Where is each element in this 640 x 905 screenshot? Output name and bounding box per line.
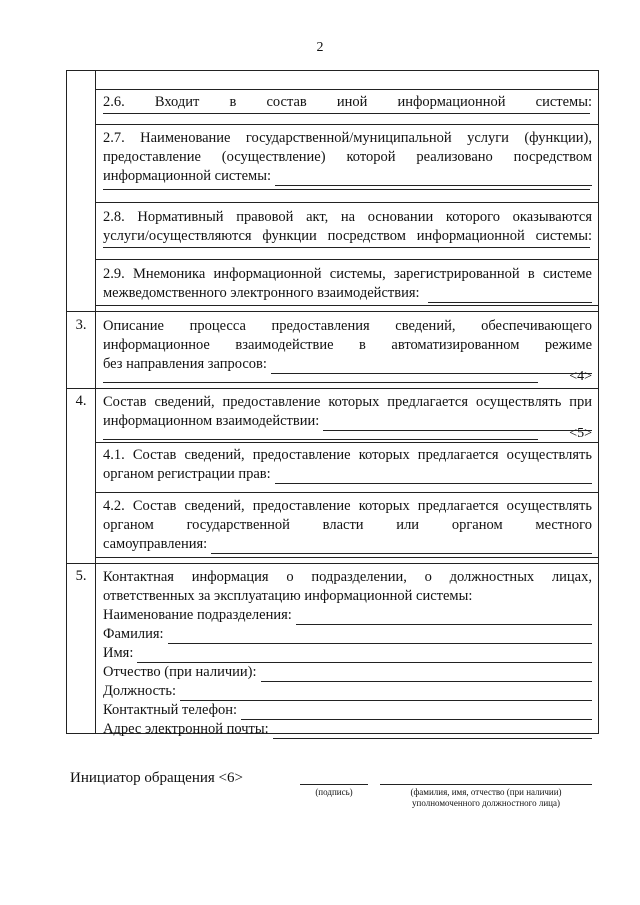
name-caption bbox=[376, 787, 596, 809]
row-2-7-input[interactable] bbox=[275, 171, 592, 186]
row-divider bbox=[95, 259, 598, 260]
surname-input[interactable] bbox=[168, 629, 592, 644]
field-surname: Фамилия: bbox=[103, 625, 592, 644]
name-line[interactable] bbox=[380, 784, 592, 785]
row-4-1-line2: органом регистрации прав: bbox=[103, 465, 592, 484]
row-2-9-line1: 2.9. Мнемоника информационной системы, зарегистрированной в системе bbox=[103, 266, 592, 282]
name-caption-line2: уполномоченного должностного лица) bbox=[412, 798, 560, 808]
row-4-2 bbox=[103, 497, 592, 554]
row-3 bbox=[103, 317, 592, 374]
signature-caption: (подпись) bbox=[315, 787, 353, 797]
section-divider bbox=[67, 563, 598, 564]
row-2-9 bbox=[103, 265, 592, 303]
row-2-8-input-line[interactable] bbox=[103, 247, 590, 248]
row-3-line2: информационное взаимодействие в автоматизированном режиме bbox=[103, 337, 592, 353]
row-5-line1: Контактная информация о подразделении, о должностных лицах, bbox=[103, 569, 592, 585]
page-number: 2 bbox=[316, 40, 324, 55]
patronymic-input[interactable] bbox=[261, 667, 592, 682]
row-4-footnote-ref: <5> bbox=[569, 426, 592, 441]
row-2-7-line1: 2.7. Наименование государственной/муниципальной услуги (функции), bbox=[103, 130, 592, 146]
row-3-input-line[interactable] bbox=[103, 382, 538, 383]
name-input[interactable] bbox=[137, 648, 592, 663]
row-2-7-input-line[interactable] bbox=[103, 189, 590, 190]
email-input[interactable] bbox=[273, 724, 592, 739]
row-4-2-line3: самоуправления: bbox=[103, 535, 592, 554]
field-phone: Контактный телефон: bbox=[103, 701, 592, 720]
section-divider bbox=[67, 311, 598, 312]
position-input[interactable] bbox=[180, 686, 592, 701]
row-divider bbox=[95, 442, 598, 443]
field-department: Наименование подразделения: bbox=[103, 606, 592, 625]
row-2-7 bbox=[103, 129, 592, 186]
row-3-footnote-ref: <4> bbox=[569, 369, 592, 384]
row-2-8-line2: услуги/осуществляются функции посредством информационной системы: bbox=[103, 228, 592, 244]
department-input[interactable] bbox=[296, 610, 592, 625]
row-divider bbox=[95, 557, 598, 558]
row-2-9-line2: межведомственного электронного взаимодействия: bbox=[103, 284, 592, 303]
row-4-1-line1: 4.1. Состав сведений, предоставление которых предлагается осуществлять bbox=[103, 447, 592, 463]
row-divider bbox=[95, 124, 598, 125]
row-4-2-line1: 4.2. Состав сведений, предоставление которых предлагается осуществлять bbox=[103, 498, 592, 514]
row-4-1-input[interactable] bbox=[275, 469, 592, 484]
row-4-line1: Состав сведений, предоставление которых предлагается осуществлять при bbox=[103, 394, 592, 410]
field-position: Должность: bbox=[103, 682, 592, 701]
row-3-line1: Описание процесса предоставления сведений, обеспечивающего bbox=[103, 318, 592, 334]
field-email: Адрес электронной почты: bbox=[103, 720, 592, 739]
phone-input[interactable] bbox=[241, 705, 592, 720]
row-4-1 bbox=[103, 446, 592, 484]
row-divider bbox=[95, 305, 598, 306]
row-4-2-input[interactable] bbox=[211, 539, 592, 554]
row-divider bbox=[95, 492, 598, 493]
row-5-number: 5. bbox=[75, 568, 87, 584]
row-2-6 bbox=[103, 93, 592, 112]
signature-line[interactable] bbox=[300, 784, 368, 785]
field-patronymic: Отчество (при наличии): bbox=[103, 663, 592, 682]
row-2-8-line1: 2.8. Нормативный правовой акт, на основании которого оказываются bbox=[103, 209, 592, 225]
row-2-6-input-line[interactable] bbox=[103, 113, 590, 114]
row-divider bbox=[95, 89, 598, 90]
row-2-7-line2: предоставление (осуществление) которой реализовано посредством bbox=[103, 149, 592, 165]
row-divider bbox=[95, 202, 598, 203]
name-caption-line1: (фамилия, имя, отчество (при наличии) bbox=[410, 787, 562, 797]
form-table bbox=[66, 70, 599, 737]
row-5-line2: ответственных за эксплуатацию информационной системы: bbox=[103, 588, 473, 604]
initiator-label: Инициатор обращения <6> bbox=[70, 770, 243, 786]
row-3-number: 3. bbox=[75, 317, 87, 333]
row-2-8 bbox=[103, 208, 592, 246]
row-2-6-text: 2.6. Входит в состав иной информационной системы: bbox=[103, 94, 592, 110]
row-3-line3: без направления запросов: bbox=[103, 355, 592, 374]
field-name: Имя: bbox=[103, 644, 592, 663]
row-4-input-line[interactable] bbox=[103, 439, 538, 440]
row-4-line2: информационном взаимодействии: bbox=[103, 412, 592, 431]
section-divider bbox=[67, 388, 598, 389]
row-4-2-line2: органом государственной власти или органом местного bbox=[103, 517, 592, 533]
row-3-input[interactable] bbox=[271, 359, 592, 374]
row-4-number: 4. bbox=[75, 393, 87, 409]
row-4 bbox=[103, 393, 592, 431]
row-2-9-input[interactable] bbox=[428, 288, 592, 303]
row-5 bbox=[103, 568, 592, 739]
row-2-7-line3: информационной системы: bbox=[103, 167, 592, 186]
number-column-divider bbox=[95, 71, 96, 733]
row-4-input[interactable] bbox=[323, 416, 592, 431]
